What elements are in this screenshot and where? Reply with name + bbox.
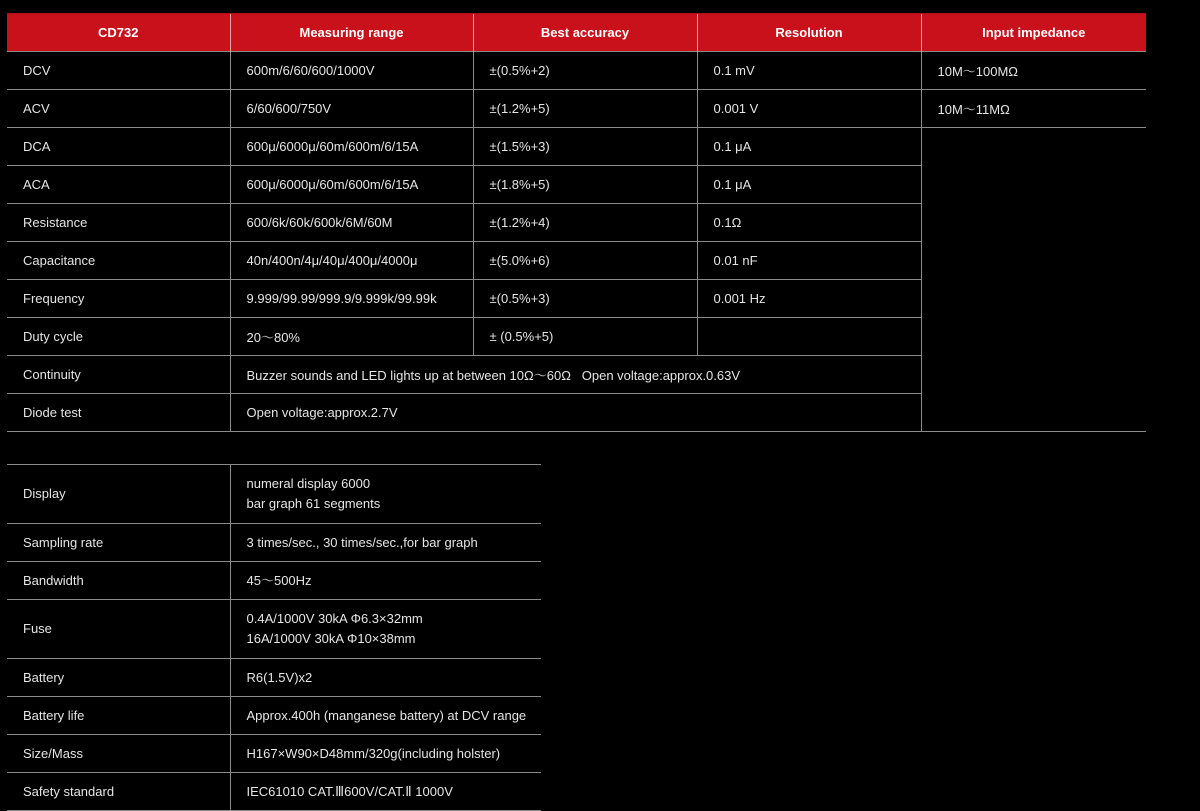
function-cell: Resistance — [7, 204, 230, 242]
info-label: Display — [7, 465, 230, 524]
resolution-cell: 0.1 μA — [697, 166, 921, 204]
info-label: Sampling rate — [7, 524, 230, 562]
info-label: Battery life — [7, 697, 230, 735]
table-row — [7, 659, 541, 697]
table-row — [7, 90, 1146, 128]
header-best-accuracy: Best accuracy — [473, 14, 697, 52]
accuracy-cell: ± (0.5%+5) — [473, 318, 697, 356]
header-model: CD732 — [7, 14, 230, 52]
function-cell: Capacitance — [7, 242, 230, 280]
info-value: R6(1.5V)x2 — [230, 659, 541, 697]
diode-test-description: Open voltage:approx.2.7V — [230, 394, 921, 432]
accuracy-cell: ±(1.8%+5) — [473, 166, 697, 204]
info-label: Fuse — [7, 600, 230, 659]
info-value: 45〜500Hz — [230, 562, 541, 600]
info-value — [230, 465, 541, 524]
info-label: Battery — [7, 659, 230, 697]
continuity-description: Buzzer sounds and LED lights up at between 10Ω〜60Ω Open voltage:approx.0.63V — [230, 356, 921, 394]
info-label: Bandwidth — [7, 562, 230, 600]
range-cell: 600μ/6000μ/60m/600m/6/15A — [230, 128, 473, 166]
accuracy-cell: ±(1.5%+3) — [473, 128, 697, 166]
info-label: Safety standard — [7, 773, 230, 811]
resolution-cell: 0.001 V — [697, 90, 921, 128]
header-measuring-range: Measuring range — [230, 14, 473, 52]
specification-table — [7, 13, 1146, 432]
table-row — [7, 52, 1146, 90]
header-input-impedance: Input impedance — [921, 14, 1146, 52]
general-info-table — [7, 464, 541, 811]
info-value-line: bar graph 61 segments — [246, 496, 381, 511]
info-value-line: 0.4A/1000V 30kA Φ6.3×32mm — [246, 611, 423, 626]
function-cell: Frequency — [7, 280, 230, 318]
resolution-cell — [697, 318, 921, 356]
header-resolution: Resolution — [697, 14, 921, 52]
table-row — [7, 562, 541, 600]
function-cell: Diode test — [7, 394, 230, 432]
function-cell: ACA — [7, 166, 230, 204]
impedance-cell: 10M〜100MΩ — [921, 52, 1146, 90]
table-row — [7, 465, 541, 524]
info-value: IEC61010 CAT.Ⅲ600V/CAT.Ⅱ 1000V — [230, 773, 541, 811]
accuracy-cell: ±(0.5%+3) — [473, 280, 697, 318]
function-cell: DCV — [7, 52, 230, 90]
accuracy-cell: ±(1.2%+4) — [473, 204, 697, 242]
info-value-line: numeral display 6000 — [246, 476, 371, 491]
range-cell: 6/60/600/750V — [230, 90, 473, 128]
range-cell: 600μ/6000μ/60m/600m/6/15A — [230, 166, 473, 204]
info-value: 3 times/sec., 30 times/sec.,for bar graph — [230, 524, 541, 562]
function-cell: ACV — [7, 90, 230, 128]
range-cell: 600/6k/60k/600k/6M/60M — [230, 204, 473, 242]
range-cell: 40n/400n/4μ/40μ/400μ/4000μ — [230, 242, 473, 280]
table-row — [7, 773, 541, 811]
table-row — [7, 735, 541, 773]
function-cell: Duty cycle — [7, 318, 230, 356]
resolution-cell: 0.1 μA — [697, 128, 921, 166]
accuracy-cell: ±(0.5%+2) — [473, 52, 697, 90]
function-cell: DCA — [7, 128, 230, 166]
impedance-cell: 10M〜11MΩ — [921, 90, 1146, 128]
table-row — [7, 128, 1146, 166]
table-row — [7, 697, 541, 735]
accuracy-cell: ±(5.0%+6) — [473, 242, 697, 280]
impedance-empty-cell — [921, 128, 1146, 432]
spec-header-row — [7, 14, 1146, 52]
table-row — [7, 524, 541, 562]
accuracy-cell: ±(1.2%+5) — [473, 90, 697, 128]
info-label: Size/Mass — [7, 735, 230, 773]
info-value — [230, 600, 541, 659]
info-value: H167×W90×D48mm/320g(including holster) — [230, 735, 541, 773]
info-value: Approx.400h (manganese battery) at DCV range — [230, 697, 541, 735]
range-cell: 20〜80% — [230, 318, 473, 356]
resolution-cell: 0.1 mV — [697, 52, 921, 90]
table-row — [7, 600, 541, 659]
range-cell: 9.999/99.99/999.9/9.999k/99.99k — [230, 280, 473, 318]
resolution-cell: 0.001 Hz — [697, 280, 921, 318]
resolution-cell: 0.1Ω — [697, 204, 921, 242]
info-value-line: 16A/1000V 30kA Φ10×38mm — [246, 631, 416, 646]
function-cell: Continuity — [7, 356, 230, 394]
range-cell: 600m/6/60/600/1000V — [230, 52, 473, 90]
resolution-cell: 0.01 nF — [697, 242, 921, 280]
